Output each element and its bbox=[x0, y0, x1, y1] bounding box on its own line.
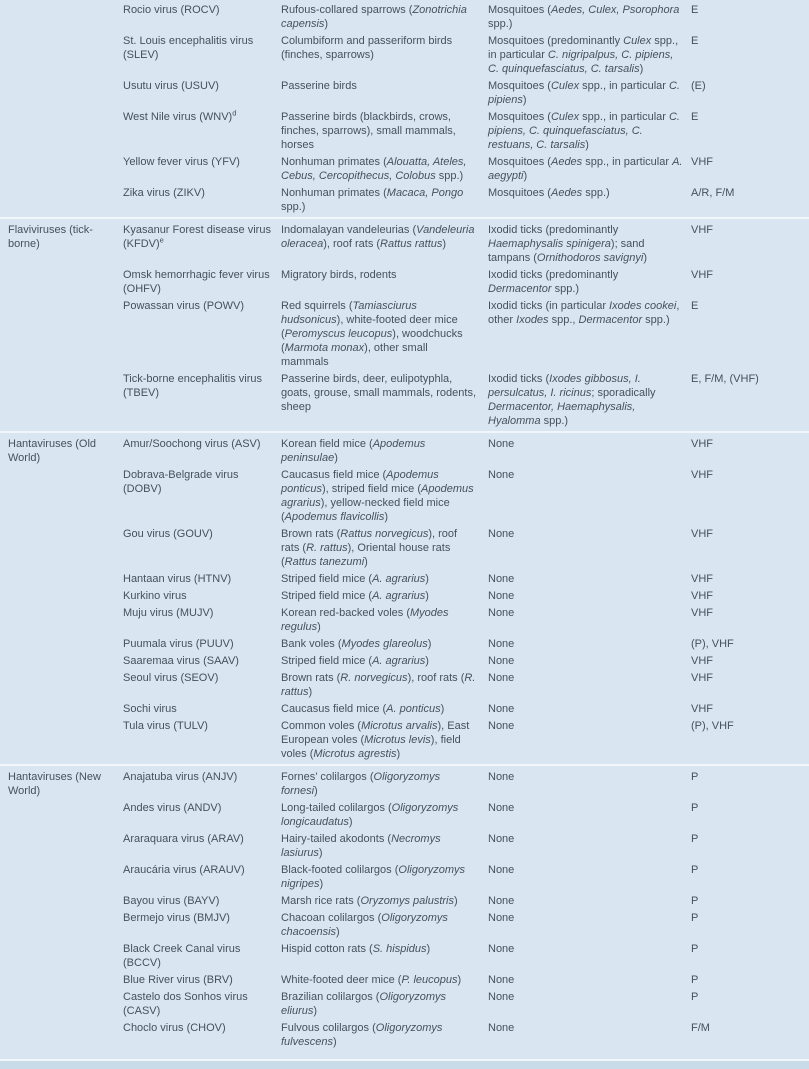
table-row bbox=[0, 527, 809, 569]
table-row bbox=[0, 990, 809, 1018]
host-reservoir-cell: Korean red-backed voles (Myodes regulus) bbox=[281, 607, 449, 633]
table-row bbox=[0, 110, 809, 152]
disease-type-cell: VHF bbox=[691, 590, 713, 602]
disease-type-cell: E bbox=[691, 35, 699, 47]
table-row bbox=[0, 34, 809, 76]
table-row bbox=[0, 911, 809, 939]
disease-type-cell: VHF bbox=[691, 672, 713, 684]
vector-cell: None bbox=[488, 864, 515, 876]
vector-cell: None bbox=[488, 912, 515, 924]
disease-type-cell: E bbox=[691, 300, 699, 312]
disease-type-cell: VHF bbox=[691, 156, 713, 168]
vector-cell: None bbox=[488, 974, 515, 986]
host-reservoir-cell: Brazilian colilargos (Oligoryzomys eliurus) bbox=[281, 991, 447, 1017]
host-reservoir-cell: Striped field mice (A. agrarius) bbox=[281, 655, 429, 667]
virus-name-cell: Usutu virus (USUV) bbox=[123, 80, 219, 92]
virus-name-cell: Kyasanur Forest disease virus (KFDV)$^e$ bbox=[123, 224, 271, 250]
table-row bbox=[0, 223, 809, 265]
disease-type-cell: P bbox=[691, 943, 699, 955]
host-reservoir-cell: White-footed deer mice (P. leucopus) bbox=[281, 974, 462, 986]
virus-name-cell: Dobrava-Belgrade virus (DOBV) bbox=[123, 469, 239, 495]
virus-name-cell: Seoul virus (SEOV) bbox=[123, 672, 219, 684]
host-reservoir-cell: Caucasus field mice (Apodemus ponticus), striped field mice (Apodemus agrarius), yellow-necked field mice (Apodemus flavicollis) bbox=[281, 469, 474, 523]
vector-cell: None bbox=[488, 590, 515, 602]
host-reservoir-cell: Striped field mice (A. agrarius) bbox=[281, 573, 429, 585]
host-reservoir-cell: Long-tailed colilargos (Oligoryzomys longicaudatus) bbox=[281, 802, 459, 828]
table-row bbox=[0, 654, 809, 668]
vector-cell: None bbox=[488, 720, 515, 732]
virus-name-cell: Gou virus (GOUV) bbox=[123, 528, 213, 540]
vector-cell: Ixodid ticks (in particular Ixodes cookei, other Ixodes spp., Dermacentor spp.) bbox=[488, 300, 680, 326]
disease-type-cell: VHF bbox=[691, 269, 713, 281]
virus-name-cell: Bayou virus (BAYV) bbox=[123, 895, 220, 907]
vector-cell: None bbox=[488, 703, 515, 715]
host-reservoir-cell: Bank voles (Myodes glareolus) bbox=[281, 638, 432, 650]
host-reservoir-cell: Hairy-tailed akodonts (Necromys lasiurus) bbox=[281, 833, 441, 859]
disease-type-cell: VHF bbox=[691, 573, 713, 585]
table-section bbox=[0, 431, 809, 761]
vector-cell: None bbox=[488, 833, 515, 845]
disease-type-cell: VHF bbox=[691, 438, 713, 450]
host-reservoir-cell: Passerine birds bbox=[281, 80, 357, 92]
host-reservoir-cell: Korean field mice (Apodemus peninsulae) bbox=[281, 438, 426, 464]
disease-type-cell: P bbox=[691, 991, 699, 1003]
table-row bbox=[0, 606, 809, 634]
virus-name-cell: Puumala virus (PUUV) bbox=[123, 638, 234, 650]
table-row bbox=[0, 702, 809, 716]
virus-name-cell: Blue River virus (BRV) bbox=[123, 974, 233, 986]
virus-name-cell: Black Creek Canal virus (BCCV) bbox=[123, 943, 241, 969]
virus-group-cell: Hantaviruses (New World) bbox=[8, 771, 101, 797]
disease-type-cell: P bbox=[691, 771, 699, 783]
table-row bbox=[0, 973, 809, 987]
host-reservoir-cell: Brown rats (R. norvegicus), roof rats (R. rattus) bbox=[281, 672, 476, 698]
table-row bbox=[0, 437, 809, 465]
disease-type-cell: VHF bbox=[691, 528, 713, 540]
host-reservoir-cell: Migratory birds, rodents bbox=[281, 269, 397, 281]
table-row bbox=[0, 299, 809, 369]
host-reservoir-cell: Striped field mice (A. agrarius) bbox=[281, 590, 429, 602]
disease-type-cell: P bbox=[691, 974, 699, 986]
table-row bbox=[0, 719, 809, 761]
disease-type-cell: P bbox=[691, 912, 699, 924]
virus-name-cell: Tick-borne encephalitis virus (TBEV) bbox=[123, 373, 262, 399]
host-reservoir-cell: Passerine birds, deer, eulipotyphla, goats, grouse, small mammals, rodents, sheep bbox=[281, 373, 477, 413]
vector-cell: None bbox=[488, 895, 515, 907]
table-row bbox=[0, 942, 809, 970]
vector-cell: None bbox=[488, 771, 515, 783]
disease-type-cell: (P), VHF bbox=[691, 720, 734, 732]
disease-type-cell: (E) bbox=[691, 80, 706, 92]
table-row bbox=[0, 637, 809, 651]
host-reservoir-cell: Fornes’ colilargos (Oligoryzomys fornesi) bbox=[281, 771, 441, 797]
table-row bbox=[0, 832, 809, 860]
vector-cell: Ixodid ticks (predominantly Haemaphysalis spinigera); sand tampans (Ornithodoros savignyi) bbox=[488, 224, 647, 264]
vector-cell: None bbox=[488, 672, 515, 684]
disease-type-cell: A/R, F/M bbox=[691, 187, 735, 199]
disease-type-cell: F/M bbox=[691, 1022, 710, 1034]
disease-type-cell: VHF bbox=[691, 655, 713, 667]
virus-group-cell: Hantaviruses (Old World) bbox=[8, 438, 97, 464]
virus-name-cell: Powassan virus (POWV) bbox=[123, 300, 245, 312]
vector-cell: None bbox=[488, 469, 515, 481]
vector-cell: None bbox=[488, 655, 515, 667]
vector-cell: None bbox=[488, 573, 515, 585]
virus-name-cell: Saaremaa virus (SAAV) bbox=[123, 655, 239, 667]
vector-cell: Mosquitoes (Aedes, Culex, Psorophora spp.) bbox=[488, 4, 680, 30]
table-row bbox=[0, 671, 809, 699]
virus-name-cell: Zika virus (ZIKV) bbox=[123, 187, 205, 199]
host-reservoir-cell: Chacoan colilargos (Oligoryzomys chacoensis) bbox=[281, 912, 448, 938]
table-row bbox=[0, 801, 809, 829]
vector-cell: Ixodid ticks (predominantly Dermacentor spp.) bbox=[488, 269, 619, 295]
disease-type-cell: (P), VHF bbox=[691, 638, 734, 650]
table-section bbox=[0, 217, 809, 428]
table-row bbox=[0, 372, 809, 428]
table-row bbox=[0, 863, 809, 891]
host-reservoir-cell: Nonhuman primates (Alouatta, Ateles, Cebus, Cercopithecus, Colobus spp.) bbox=[281, 156, 467, 182]
disease-type-cell: E bbox=[691, 111, 699, 123]
host-reservoir-cell: Passerine birds (blackbirds, crows, finches, sparrows), small mammals, horses bbox=[281, 111, 456, 151]
vector-cell: None bbox=[488, 528, 515, 540]
table-row bbox=[0, 186, 809, 214]
vector-cell: Mosquitoes (Culex spp., in particular C. pipiens, C. quinquefasciatus, C. restuans, C. tarsalis) bbox=[488, 111, 680, 151]
host-reservoir-cell: Fulvous colilargos (Oligoryzomys fulvescens) bbox=[281, 1022, 443, 1048]
table-row bbox=[0, 572, 809, 586]
virus-name-cell: Castelo dos Sonhos virus (CASV) bbox=[123, 991, 248, 1017]
host-reservoir-cell: Nonhuman primates (Macaca, Pongo spp.) bbox=[281, 187, 464, 213]
table-row bbox=[0, 268, 809, 296]
virus-name-cell: Anajatuba virus (ANJV) bbox=[123, 771, 238, 783]
virus-name-cell: Rocio virus (ROCV) bbox=[123, 4, 220, 16]
table-row bbox=[0, 894, 809, 908]
disease-type-cell: VHF bbox=[691, 703, 713, 715]
host-reservoir-cell: Marsh rice rats (Oryzomys palustris) bbox=[281, 895, 458, 907]
vector-cell: None bbox=[488, 802, 515, 814]
virus-name-cell: Amur/Soochong virus (ASV) bbox=[123, 438, 261, 450]
host-reservoir-cell: Red squirrels (Tamiasciurus hudsonicus), white-footed deer mice (Peromyscus leucopus), woodchucks (Marmota monax), other small mammals bbox=[281, 300, 463, 368]
table-section bbox=[0, 764, 809, 1049]
host-reservoir-cell: Indomalayan vandeleurias (Vandeleuria oleracea), roof rats (Rattus rattus) bbox=[281, 224, 475, 250]
disease-type-cell: P bbox=[691, 864, 699, 876]
disease-type-cell: VHF bbox=[691, 469, 713, 481]
vector-cell: Mosquitoes (Aedes spp., in particular A. aegypti) bbox=[488, 156, 683, 182]
vector-cell: Mosquitoes (predominantly Culex spp., in particular C. nigripalpus, C. pipiens, C. quinquefasciatus, C. tarsalis) bbox=[488, 35, 679, 75]
table-bottom-edge bbox=[0, 1059, 809, 1069]
disease-type-cell: E bbox=[691, 4, 699, 16]
virus-group-cell: Flaviviruses (tick-borne) bbox=[8, 224, 93, 250]
virus-name-cell: Bermejo virus (BMJV) bbox=[123, 912, 230, 924]
vector-cell: Mosquitoes (Culex spp., in particular C. pipiens) bbox=[488, 80, 680, 106]
virus-name-cell: Araucária virus (ARAUV) bbox=[123, 864, 245, 876]
table-row bbox=[0, 589, 809, 603]
virus-name-cell: Araraquara virus (ARAV) bbox=[123, 833, 244, 845]
vector-cell: None bbox=[488, 943, 515, 955]
disease-type-cell: P bbox=[691, 802, 699, 814]
vector-cell: None bbox=[488, 638, 515, 650]
table-row bbox=[0, 79, 809, 107]
disease-type-cell: P bbox=[691, 833, 699, 845]
virus-name-cell: Hantaan virus (HTNV) bbox=[123, 573, 232, 585]
virus-name-cell: West Nile virus (WNV)$^d$ bbox=[123, 108, 237, 123]
vector-cell: None bbox=[488, 607, 515, 619]
host-reservoir-cell: Rufous-collared sparrows (Zonotrichia capensis) bbox=[281, 4, 467, 30]
table-row bbox=[0, 3, 809, 31]
table-row bbox=[0, 468, 809, 524]
virus-name-cell: St. Louis encephalitis virus (SLEV) bbox=[123, 35, 254, 61]
vector-cell: Ixodid ticks (Ixodes gibbosus, I. persulcatus, I. ricinus; sporadically Dermacentor, Haemaphysalis, Hyalomma spp.) bbox=[488, 373, 656, 427]
virus-name-cell: Yellow fever virus (YFV) bbox=[123, 156, 240, 168]
vector-cell: Mosquitoes (Aedes spp.) bbox=[488, 187, 610, 199]
host-reservoir-cell: Black-footed colilargos (Oligoryzomys nigripes) bbox=[281, 864, 466, 890]
vector-cell: None bbox=[488, 1022, 515, 1034]
virus-name-cell: Kurkino virus bbox=[123, 590, 187, 602]
host-reservoir-cell: Hispid cotton rats (S. hispidus) bbox=[281, 943, 431, 955]
table-row bbox=[0, 155, 809, 183]
virus-name-cell: Choclo virus (CHOV) bbox=[123, 1022, 226, 1034]
disease-type-cell: E, F/M, (VHF) bbox=[691, 373, 759, 385]
host-reservoir-cell: Common voles (Microtus arvalis), East European voles (Microtus levis), field voles (Microtus agrestis) bbox=[281, 720, 470, 760]
disease-type-cell: P bbox=[691, 895, 699, 907]
virus-name-cell: Omsk hemorrhagic fever virus (OHFV) bbox=[123, 269, 270, 295]
host-reservoir-cell: Caucasus field mice (A. ponticus) bbox=[281, 703, 445, 715]
host-reservoir-cell: Columbiform and passeriform birds (finches, sparrows) bbox=[281, 35, 453, 61]
table-row bbox=[0, 770, 809, 798]
host-reservoir-cell: Brown rats (Rattus norvegicus), roof rats (R. rattus), Oriental house rats (Rattus tanezumi) bbox=[281, 528, 458, 568]
virus-name-cell: Andes virus (ANDV) bbox=[123, 802, 222, 814]
table-section bbox=[0, 0, 809, 214]
vector-cell: None bbox=[488, 991, 515, 1003]
disease-type-cell: VHF bbox=[691, 607, 713, 619]
virus-name-cell: Muju virus (MUJV) bbox=[123, 607, 214, 619]
disease-type-cell: VHF bbox=[691, 224, 713, 236]
vector-cell: None bbox=[488, 438, 515, 450]
table-row bbox=[0, 1021, 809, 1049]
virus-name-cell: Sochi virus bbox=[123, 703, 177, 715]
virus-name-cell: Tula virus (TULV) bbox=[123, 720, 208, 732]
